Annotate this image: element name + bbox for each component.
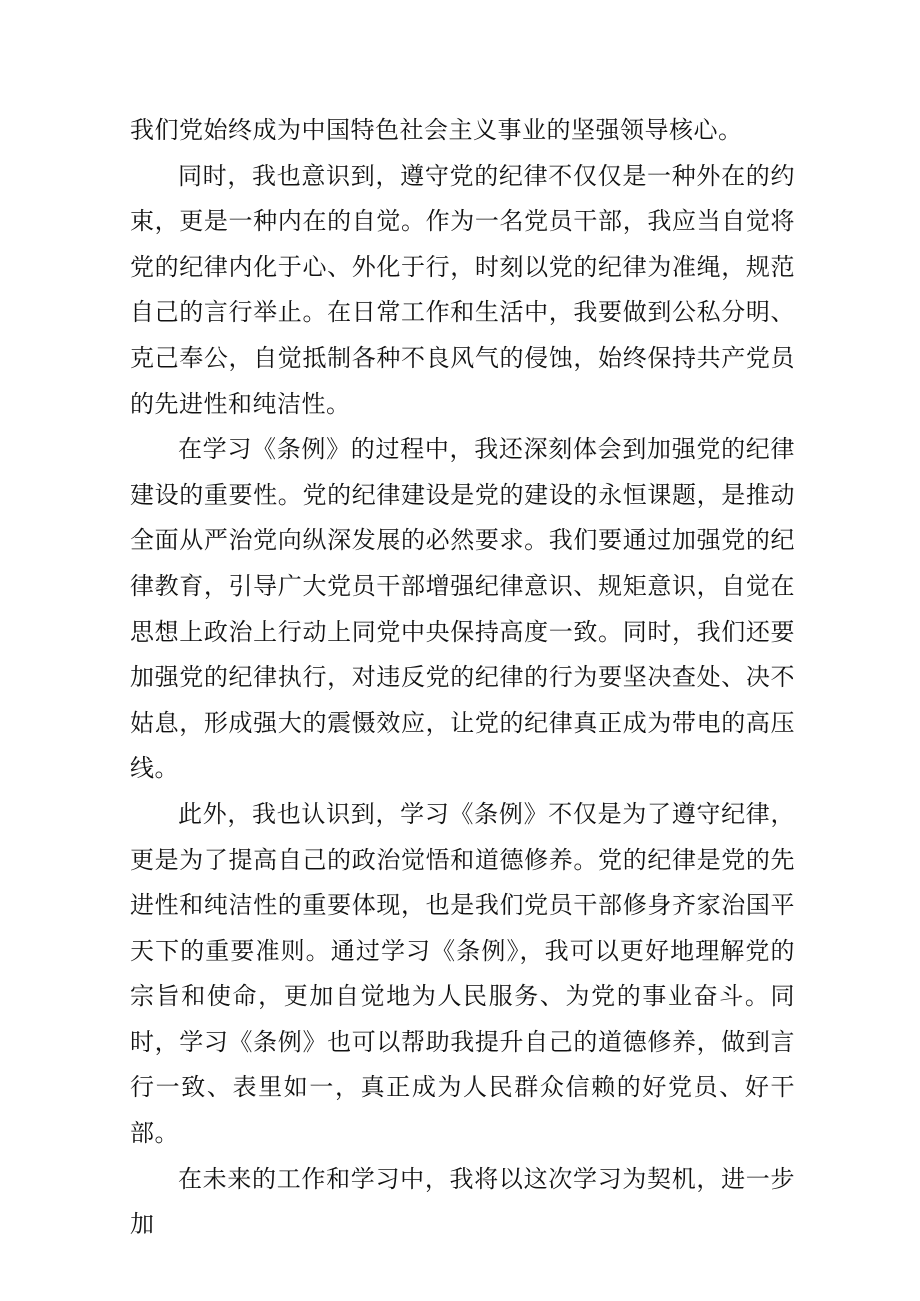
document-body: [130, 108, 795, 1248]
paragraph-2: 同时，我也意识到，遵守党的纪律不仅仅是一种外在的约束，更是一种内在的自觉。作为一名党员干部，我应当自觉将党的纪律内化于心、外化于行，时刻以党的纪律为准绳，规范自己的言行举止。在日常工作和生活中，我要做到公私分明、克己奉公，自觉抵制各种不良风气的侵蚀，始终保持共产党员的先进性和纯洁性。: [130, 161, 795, 418]
paragraph-4: 此外，我也认识到，学习《条例》不仅是为了遵守纪律，更是为了提高自己的政治觉悟和道德修养。党的纪律是党的先进性和纯洁性的重要体现，也是我们党员干部修身齐家治国平天下的重要准则。通过学习《条例》，我可以更好地理解党的宗旨和使命，更加自觉地为人民服务、为党的事业奋斗。同时，学习《条例》也可以帮助我提升自己的道德修养，做到言行一致、表里如一，真正成为人民群众信赖的好党员、好干部。: [130, 799, 795, 1148]
paragraph-1: 我们党始终成为中国特色社会主义事业的坚强领导核心。: [130, 116, 743, 144]
paragraph-5: 在未来的工作和学习中，我将以这次学习为契机，进一步加: [130, 1164, 795, 1239]
paragraph-3: 在学习《条例》的过程中，我还深刻体会到加强党的纪律建设的重要性。党的纪律建设是党的建设的永恒课题，是推动全面从严治党向纵深发展的必然要求。我们要通过加强党的纪律教育，引导广大党员干部增强纪律意识、规矩意识，自觉在思想上政治上行动上同党中央保持高度一致。同时，我们还要加强党的纪律执行，对违反党的纪律的行为要坚决查处、决不姑息，形成强大的震慑效应，让党的纪律真正成为带电的高压线。: [130, 435, 795, 783]
